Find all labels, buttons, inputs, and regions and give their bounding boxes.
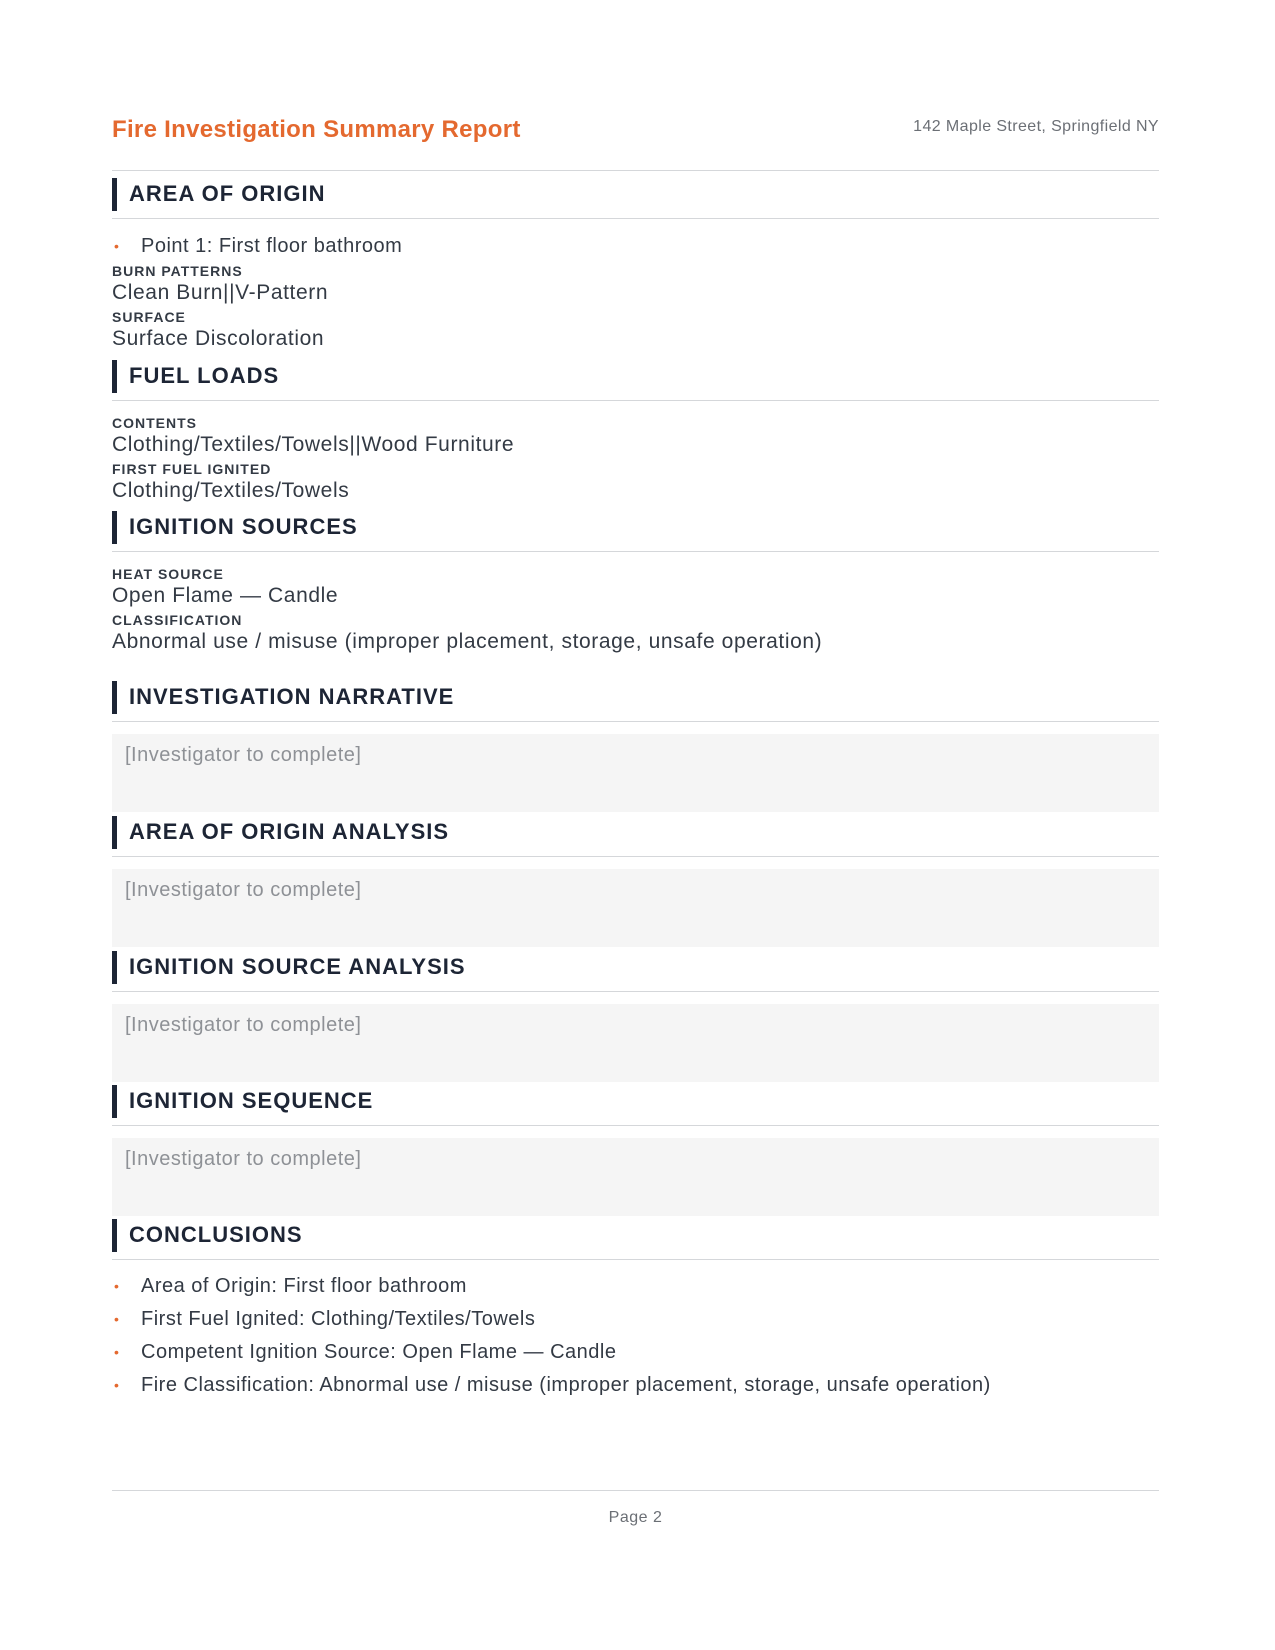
field-label-burn-patterns: BURN PATTERNS (112, 263, 243, 279)
section-ignition-sequence (112, 1077, 1159, 1216)
section-title: AREA OF ORIGIN ANALYSIS (129, 819, 450, 844)
section-area-of-origin-analysis (112, 808, 1159, 947)
section-ignition-sources (112, 503, 1159, 658)
section-accent-bar (112, 178, 117, 211)
field-value-contents: Clothing/Textiles/Towels||Wood Furniture (112, 433, 515, 456)
bullet-icon: • (114, 1344, 120, 1360)
field-value-heat-source: Open Flame — Candle (112, 584, 339, 607)
section-accent-bar (112, 1219, 117, 1252)
ignition-sequence-input-box[interactable] (112, 1138, 1159, 1216)
list-item (112, 1336, 1159, 1369)
field-label-first-fuel: FIRST FUEL IGNITED (112, 461, 272, 477)
section-header (112, 1211, 1159, 1260)
section-title: IGNITION SEQUENCE (129, 1088, 374, 1113)
section-title: CONCLUSIONS (129, 1222, 303, 1247)
section-header (112, 1077, 1159, 1126)
section-title: INVESTIGATION NARRATIVE (129, 684, 455, 709)
bullet-icon: • (114, 1311, 120, 1327)
section-header (112, 808, 1159, 857)
field-label-classification: CLASSIFICATION (112, 612, 243, 628)
section-ignition-source-analysis (112, 943, 1159, 1082)
page-footer (112, 1490, 1159, 1541)
list-item (112, 1270, 1159, 1303)
section-header (112, 673, 1159, 722)
section-accent-bar (112, 816, 117, 849)
property-address: 142 Maple Street, Springfield NY (913, 118, 1159, 135)
section-header (112, 503, 1159, 552)
section-title: IGNITION SOURCES (129, 514, 358, 539)
field-value-surface: Surface Discoloration (112, 327, 325, 350)
placeholder-text: [Investigator to complete] (125, 879, 362, 901)
placeholder-text: [Investigator to complete] (125, 1148, 362, 1170)
conclusion-text: Fire Classification: Abnormal use / misuse (improper placement, storage, unsafe operation) (141, 1374, 991, 1396)
origin-analysis-input-box[interactable] (112, 869, 1159, 947)
report-header (112, 112, 1159, 171)
field-label-surface: SURFACE (112, 309, 186, 325)
field-value-classification: Abnormal use / misuse (improper placement, storage, unsafe operation) (112, 630, 823, 653)
section-accent-bar (112, 951, 117, 984)
field-value-burn-patterns: Clean Burn||V-Pattern (112, 281, 329, 304)
narrative-input-box[interactable] (112, 734, 1159, 812)
section-title: FUEL LOADS (129, 363, 280, 388)
conclusion-text: Area of Origin: First floor bathroom (141, 1275, 467, 1297)
origin-point: Point 1: First floor bathroom (141, 235, 403, 257)
conclusion-text: Competent Ignition Source: Open Flame — Candle (141, 1341, 617, 1363)
section-accent-bar (112, 681, 117, 714)
ignition-analysis-input-box[interactable] (112, 1004, 1159, 1082)
section-title: IGNITION SOURCE ANALYSIS (129, 954, 466, 979)
section-title: AREA OF ORIGIN (129, 181, 326, 206)
field-value-first-fuel: Clothing/Textiles/Towels (112, 479, 350, 502)
section-accent-bar (112, 360, 117, 393)
page-number: Page 2 (608, 1509, 663, 1526)
conclusion-text: First Fuel Ignited: Clothing/Textiles/Towels (141, 1308, 536, 1330)
section-investigation-narrative (112, 673, 1159, 812)
placeholder-text: [Investigator to complete] (125, 1014, 362, 1036)
section-accent-bar (112, 1085, 117, 1118)
section-conclusions (112, 1211, 1159, 1402)
bullet-icon: • (114, 1278, 120, 1294)
list-item (112, 1303, 1159, 1336)
section-accent-bar (112, 511, 117, 544)
section-area-of-origin (112, 170, 1159, 355)
field-label-heat-source: HEAT SOURCE (112, 566, 224, 582)
section-header (112, 943, 1159, 992)
section-header (112, 352, 1159, 401)
field-label-contents: CONTENTS (112, 415, 197, 431)
list-item (112, 1369, 1159, 1402)
section-header (112, 170, 1159, 219)
bullet-icon: • (114, 1377, 120, 1393)
bullet-icon: • (114, 238, 120, 254)
report-title: Fire Investigation Summary Report (112, 116, 521, 143)
report-page (112, 0, 1159, 1650)
placeholder-text: [Investigator to complete] (125, 744, 362, 766)
list-item (112, 230, 1159, 263)
section-fuel-loads (112, 352, 1159, 507)
